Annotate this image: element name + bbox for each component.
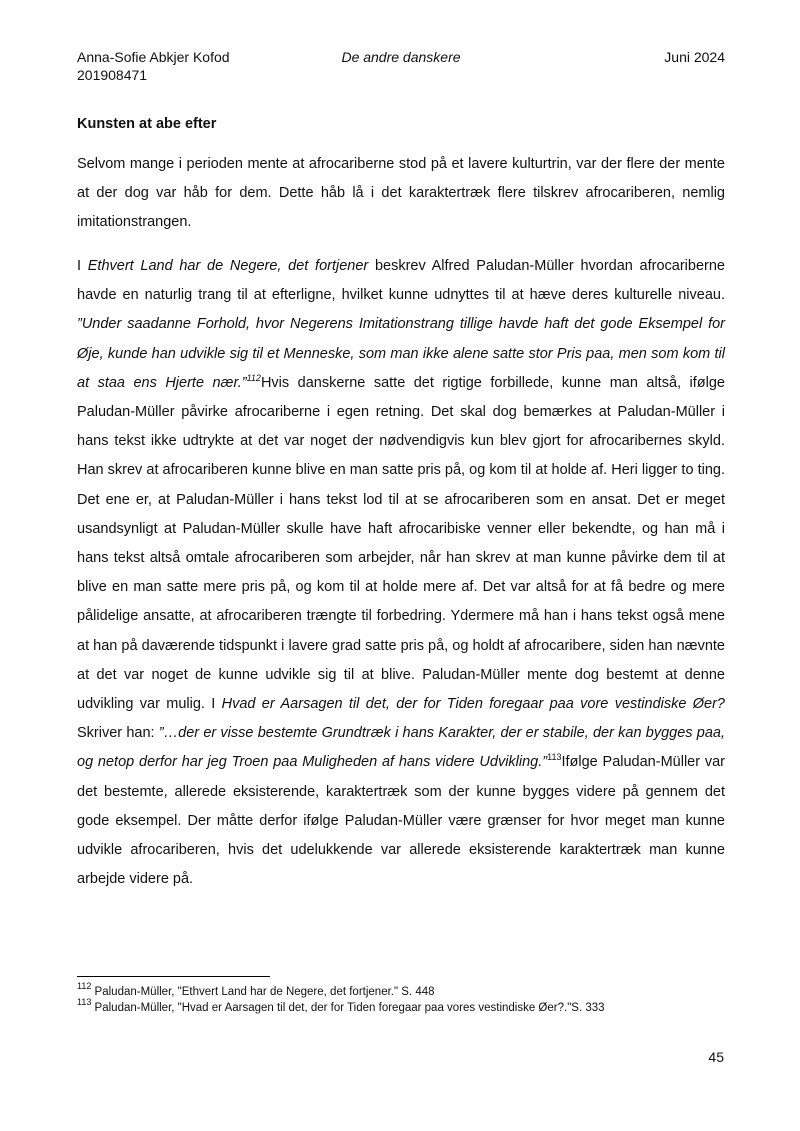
- paragraph-2-text: [77, 252, 725, 894]
- paragraph-2-text-4: Ifølge Paludan-Müller var det bestemte, allerede eksisterende, karaktertræk som der kunne bygges videre på gennem det gode eksempel. Der måtte derfor ifølge Paludan-Müller være grænser for hvor meget man kunne udvikle afrocariberen, hvis det udelukkende var allerede eksisterende karaktertræk man kunne arbejde videre på.: [77, 754, 725, 888]
- paragraph-2-text-2: Hvis danskerne satte det rigtige forbillede, kunne man altså, ifølge Paludan-Müller påvirke afrocariberne i egen retning. Det skal dog bemærkes at Paludan-Müller i hans tekst ikke udtrykte at det var noget der nødvendigvis kun blev gjort for afrocaribernes skyld. Han skrev at afrocariberen kunne blive en man satte pris på, og kom til at holde af. Heri ligger to ting. Det ene er, at Paludan-Müller i hans tekst lod til at se afrocariberen som en ansat. Det er meget usandsynligt at Paludan-Müller skulle have haft afrocaribiske venner eller bekendte, og han må i hans tekst altså omtale afrocariberen som arbejder, når han skrev at man kunne påvirke dem til at blive en man satte mere pris på, og kom til at holde mere af. Det var altså for at få bedre og mere pålidelige ansatte, at afrocariberen trængte til forbedring. Ydermere må han i hans tekst også mene at han på daværende tidspunkt i lavere grad satte pris på, og holdt af afrocaribere, siden han nævnte at det var noget de kunne udvikle sig til at blive. Paludan-Müller mente dog bestemt at denne udvikling var mulig. I: [77, 374, 725, 713]
- quote-2: ”…der er visse bestemte Grundtræk i hans Karakter, der er stabile, der kan bygges paa, og netop derfor har jeg Troen paa Muligheden af hans videre Udvikling.”: [77, 725, 725, 771]
- paragraph-2-text-1: beskrev Alfred Paludan-Müller hvordan afrocariberne havde en naturlig trang til at efterligne, hvilket kunne udnyttes til at hæve deres kulturelle niveau.: [77, 258, 725, 304]
- footnote-number: 113: [77, 996, 92, 1007]
- header-author: Anna-Sofie Abkjer Kofod: [77, 49, 230, 65]
- paragraph-2: [77, 252, 725, 894]
- footnote-ref-112[interactable]: 112: [246, 372, 261, 383]
- paragraph-1: [77, 150, 725, 238]
- footnote-number: 112: [77, 981, 92, 991]
- work-title-1: Ethvert Land har de Negere, det fortjener: [87, 258, 369, 274]
- page-number: 45: [708, 1049, 724, 1065]
- paragraph-1-text: Selvom mange i perioden mente at afrocariberne stod på et lavere kulturtrin, var der flere der mente at der dog var håb for dem. Dette håb lå i det karaktertræk flere tilskrev afrocariberen, nemlig imitationstrangen.: [77, 156, 725, 231]
- header-date: Juni 2024: [664, 49, 725, 65]
- footnote-112: [77, 981, 737, 1001]
- work-title-2: Hvad er Aarsagen til det, der for Tiden foregaar paa vore vestindiske Øer?: [221, 696, 725, 713]
- footnote-text: Paludan-Müller, "Ethvert Land har de Negere, det fortjener." S. 448: [91, 986, 435, 998]
- paragraph-2-text-3: Skriver han:: [77, 725, 159, 742]
- footnote-text: Paludan-Müller, "Hvad er Aarsagen til det, der for Tiden foregaar paa vores vestindiske Øer?."S. 333: [91, 1001, 605, 1014]
- paragraph-2-lead: I: [77, 258, 88, 274]
- header-student-id: 201908471: [77, 67, 148, 83]
- quote-1: ”Under saadanne Forhold, hvor Negerens Imitationstrang tillige havde haft det gode Eksempel for Øje, kunde han udvikle sig til et Menneske, som man ikke alene satte stor Pris paa, men som kom til at staa ens Hjerte nær.”: [77, 316, 725, 391]
- section-heading: Kunsten at abe efter: [77, 116, 217, 132]
- footnote-ref-113[interactable]: 113: [547, 752, 562, 763]
- footnote-separator: [77, 976, 270, 977]
- footnotes: [77, 981, 737, 1016]
- footnote-113: [77, 996, 737, 1017]
- header-title: De andre danskere: [341, 49, 461, 65]
